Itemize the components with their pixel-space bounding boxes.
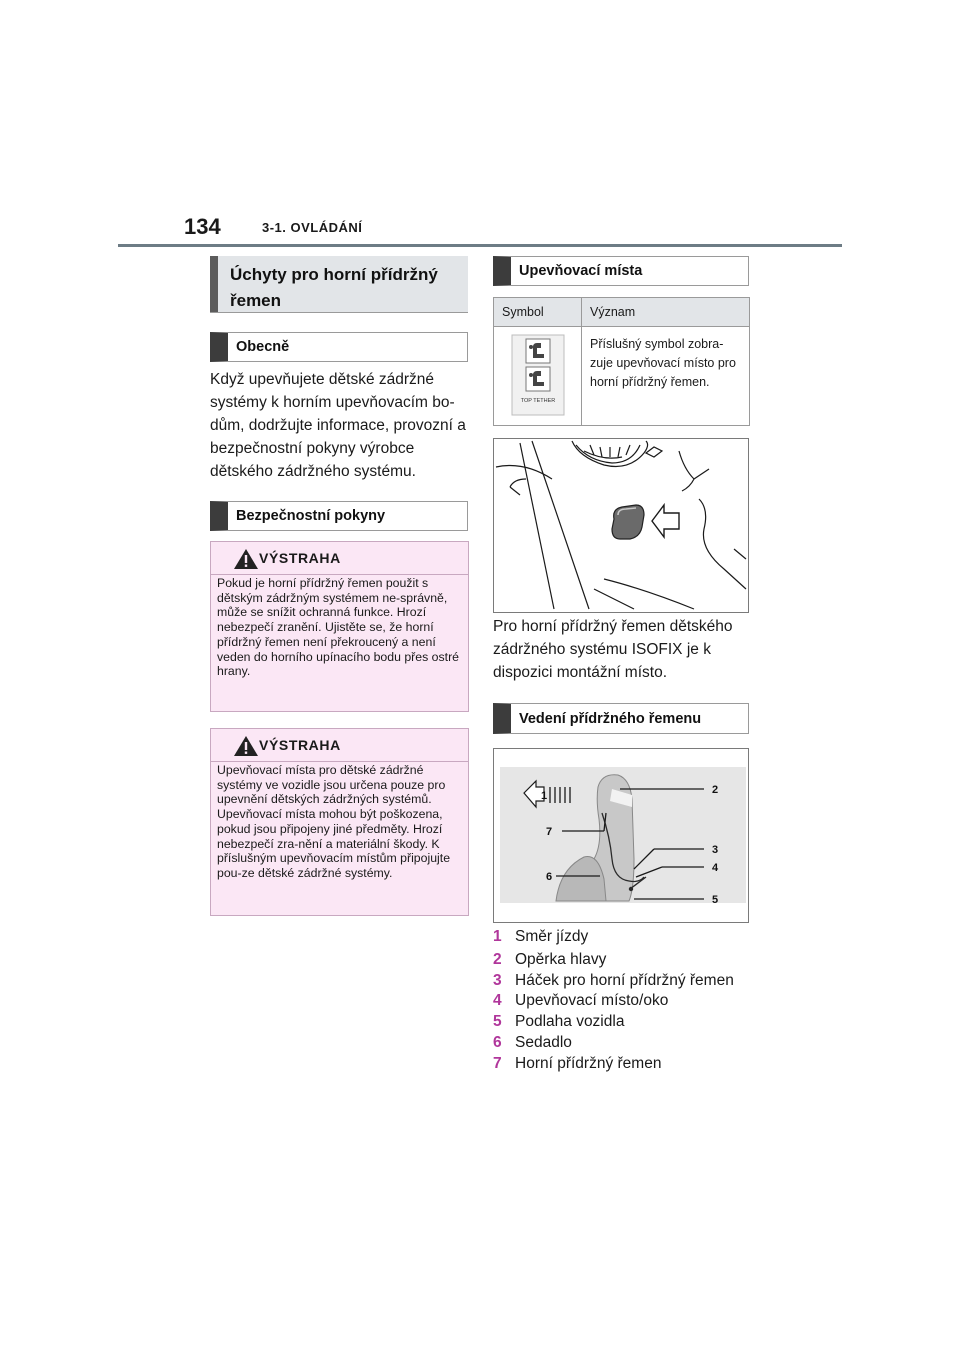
warning-icon [233, 735, 259, 757]
legend-text: Horní přídržný řemen [515, 1054, 662, 1072]
warning-divider [211, 574, 468, 575]
subhead-general-label: Obecně [236, 339, 290, 355]
top-tether-icon [508, 334, 568, 416]
subhead-routing [493, 703, 749, 734]
meaning-cell: Příslušný symbol zobra-zuje upevňovací místo pro horní přídržný řemen. [582, 327, 750, 426]
legend-number: 4 [493, 992, 502, 1010]
list-item [493, 971, 763, 992]
symbol-table [493, 297, 750, 426]
legend-text: Směr jízdy [515, 928, 589, 945]
legend-text: Opěrka hlavy [515, 950, 607, 968]
header-divider [118, 244, 842, 247]
subhead-anchor-points [493, 256, 749, 286]
legend-list [493, 927, 763, 1075]
warning-divider [211, 761, 468, 762]
general-paragraph: Když upevňujete dětské zádržné systémy k horním upevňovacím bo-dům, dodržujte informace, provozní a bezpečnostní pokyny výrobce dětského zádržného systému. [210, 371, 466, 480]
anchor-caption: Pro horní přídržný řemen dětského zádržného systému ISOFIX je k dispozici montážní místo. [493, 618, 733, 681]
list-item [493, 950, 763, 971]
warning-title: VÝSTRAHA [259, 737, 341, 753]
col-meaning: Význam [582, 298, 750, 327]
warning-text: Upevňovací místa pro dětské zádržné systémy ve vozidle jsou určena pouze pro upevnění dětských zádržných systémů. Upevňovací místa mohou být poškozena, pokud jsou připojeny jiné předměty. Hrozí nebezpečí zra-nění a materiální škody. K příslušným upevňovacím místům připojujte pou-ze dětské zádržné systémy. [217, 763, 451, 880]
legend-number: 3 [493, 971, 502, 989]
legend-text: Podlaha vozidla [515, 1013, 625, 1031]
legend-text: Upevňovací místo/oko [515, 992, 669, 1010]
legend-number: 2 [493, 950, 502, 968]
routing-figure [493, 748, 749, 923]
subhead-anchor-label: Upevňovací místa [519, 263, 643, 279]
subhead-safety-label: Bezpečnostní pokyny [236, 508, 386, 524]
chapter-title: 3-1. OVLÁDÁNÍ [262, 220, 363, 235]
diagram-label-7: 7 [546, 826, 553, 838]
legend-text: Háček pro horní přídržný řemen [515, 971, 734, 989]
subhead-routing-label: Vedení přídržného řemenu [519, 710, 702, 727]
legend-text: Sedadlo [515, 1033, 572, 1051]
list-item [493, 1012, 763, 1033]
subhead-safety [210, 501, 468, 531]
diagram-label-5: 5 [712, 894, 719, 906]
warning-header [211, 729, 468, 761]
icon-label: TOP TETHER [520, 397, 555, 404]
warning-header [211, 542, 468, 574]
legend-number: 6 [493, 1033, 502, 1051]
table-row [494, 327, 750, 426]
warning-box-2 [210, 728, 469, 916]
list-item [493, 1054, 763, 1075]
diagram-label-1: 1 [541, 790, 548, 802]
routing-illustration [494, 749, 748, 922]
table-header-row [494, 298, 750, 327]
diagram-label-6: 6 [546, 871, 553, 883]
symbol-cell [494, 327, 582, 426]
subhead-general [210, 332, 468, 362]
page-number: 134 [184, 214, 221, 239]
col-symbol: Symbol [494, 298, 582, 327]
anchor-figure [493, 438, 749, 613]
diagram-label-3: 3 [712, 844, 719, 856]
warning-box-1 [210, 541, 469, 712]
list-item [493, 927, 763, 948]
section-title-text: Úchyty pro horní přídržný řemen [230, 265, 438, 310]
legend-number: 1 [493, 928, 502, 945]
section-title [210, 256, 468, 312]
diagram-label-2: 2 [712, 784, 719, 796]
list-item [493, 1033, 763, 1054]
legend-number: 5 [493, 1013, 502, 1031]
anchor-illustration [494, 439, 748, 612]
warning-title: VÝSTRAHA [259, 550, 341, 566]
list-item [493, 991, 763, 1012]
warning-text: Pokud je horní přídržný řemen použit s dětským zádržným systémem ne-správně, může se snížit ochranná funkce. Hrozí nebezpečí zranění. Ujistěte se, že horní přídržný řemen není překroucený a není veden do horního upínacího bodu přes ostré hrany. [217, 576, 460, 679]
legend-number: 7 [493, 1054, 502, 1072]
section-title-underline [210, 312, 468, 313]
warning-icon [233, 548, 259, 570]
diagram-label-4: 4 [712, 862, 719, 874]
